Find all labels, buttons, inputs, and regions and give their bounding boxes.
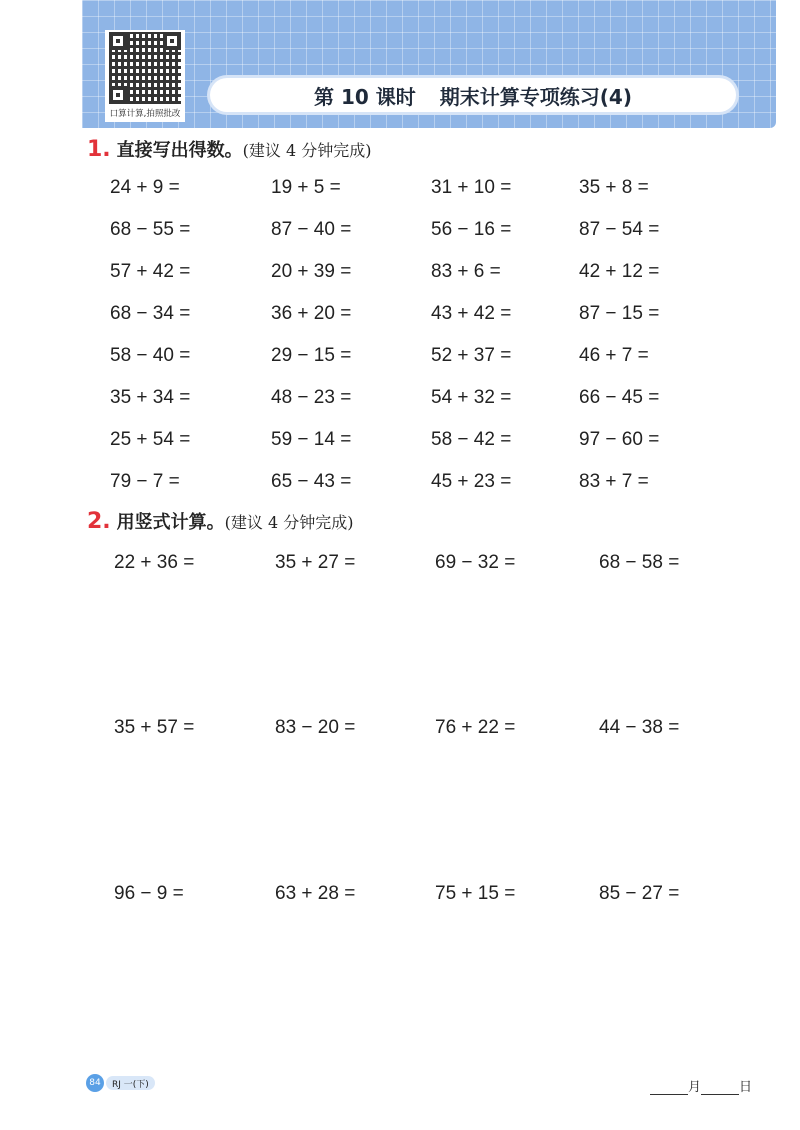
problem-item: 85 − 27 =: [599, 883, 680, 904]
problem-item: 29 − 15 =: [271, 345, 352, 366]
problem-item: 25 + 54 =: [110, 429, 191, 450]
qr-code-icon[interactable]: [109, 32, 181, 104]
problem-item: 48 − 23 =: [271, 387, 352, 408]
problem-item: 76 + 22 =: [435, 717, 516, 738]
problem-item: 97 − 60 =: [579, 429, 660, 450]
problem-item: 54 + 32 =: [431, 387, 512, 408]
page-title-banner: [210, 78, 736, 112]
problem-item: 83 + 6 =: [431, 261, 501, 282]
qr-corner-icon: [109, 32, 127, 50]
problem-item: 43 + 42 =: [431, 303, 512, 324]
problem-item: 59 − 14 =: [271, 429, 352, 450]
problem-item: 96 − 9 =: [114, 883, 184, 904]
problem-item: 63 + 28 =: [275, 883, 356, 904]
problem-item: 45 + 23 =: [431, 471, 512, 492]
problem-item: 75 + 15 =: [435, 883, 516, 904]
page-number: 84: [86, 1074, 104, 1092]
problem-item: 68 − 34 =: [110, 303, 191, 324]
day-blank[interactable]: [701, 1082, 739, 1095]
section-1-heading: [87, 136, 372, 162]
qr-corner-icon: [163, 32, 181, 50]
problem-item: 69 − 32 =: [435, 552, 516, 573]
footer-badge: [86, 1074, 155, 1092]
section-1-title: 直接写出得数。: [116, 140, 243, 161]
section-2-note: (建议 4 分钟完成): [224, 513, 354, 532]
problem-item: 57 + 42 =: [110, 261, 191, 282]
problem-item: 65 − 43 =: [271, 471, 352, 492]
month-label: 月: [688, 1080, 702, 1095]
problem-item: 20 + 39 =: [271, 261, 352, 282]
qr-corner-icon: [109, 86, 127, 104]
problem-item: 58 − 40 =: [110, 345, 191, 366]
lesson-title: 期末计算专项练习(4): [439, 84, 632, 109]
section-2-title: 用竖式计算。: [116, 512, 225, 533]
section-1-note: (建议 4 分钟完成): [242, 141, 372, 160]
problem-item: 35 + 27 =: [275, 552, 356, 573]
problem-item: 87 − 15 =: [579, 303, 660, 324]
problem-item: 22 + 36 =: [114, 552, 195, 573]
problem-item: 56 − 16 =: [431, 219, 512, 240]
problem-item: 87 − 40 =: [271, 219, 352, 240]
section-1-number: 1.: [87, 137, 111, 162]
day-label: 日: [739, 1080, 753, 1095]
problem-item: 35 + 34 =: [110, 387, 191, 408]
section-2-heading: [87, 508, 354, 534]
problem-item: 44 − 38 =: [599, 717, 680, 738]
problem-item: 87 − 54 =: [579, 219, 660, 240]
qr-code-block[interactable]: [105, 30, 185, 122]
page-title: [210, 78, 736, 112]
problem-item: 35 + 8 =: [579, 177, 649, 198]
problem-item: 83 + 7 =: [579, 471, 649, 492]
problem-item: 52 + 37 =: [431, 345, 512, 366]
problem-item: 68 − 55 =: [110, 219, 191, 240]
problem-item: 36 + 20 =: [271, 303, 352, 324]
problem-item: 46 + 7 =: [579, 345, 649, 366]
problem-item: 68 − 58 =: [599, 552, 680, 573]
problem-item: 19 + 5 =: [271, 177, 341, 198]
problem-item: 58 − 42 =: [431, 429, 512, 450]
month-blank[interactable]: [650, 1082, 688, 1095]
problem-item: 83 − 20 =: [275, 717, 356, 738]
date-fill-line: [650, 1076, 752, 1095]
book-tag: RJ 一(下): [106, 1076, 155, 1090]
problem-item: 66 − 45 =: [579, 387, 660, 408]
problem-item: 42 + 12 =: [579, 261, 660, 282]
lesson-number: 第 10 课时: [314, 84, 416, 109]
qr-caption: 口算计算,拍照批改: [109, 109, 181, 119]
problem-item: 24 + 9 =: [110, 177, 180, 198]
problem-item: 35 + 57 =: [114, 717, 195, 738]
problem-item: 79 − 7 =: [110, 471, 180, 492]
problem-item: 31 + 10 =: [431, 177, 512, 198]
section-2-number: 2.: [87, 509, 111, 534]
